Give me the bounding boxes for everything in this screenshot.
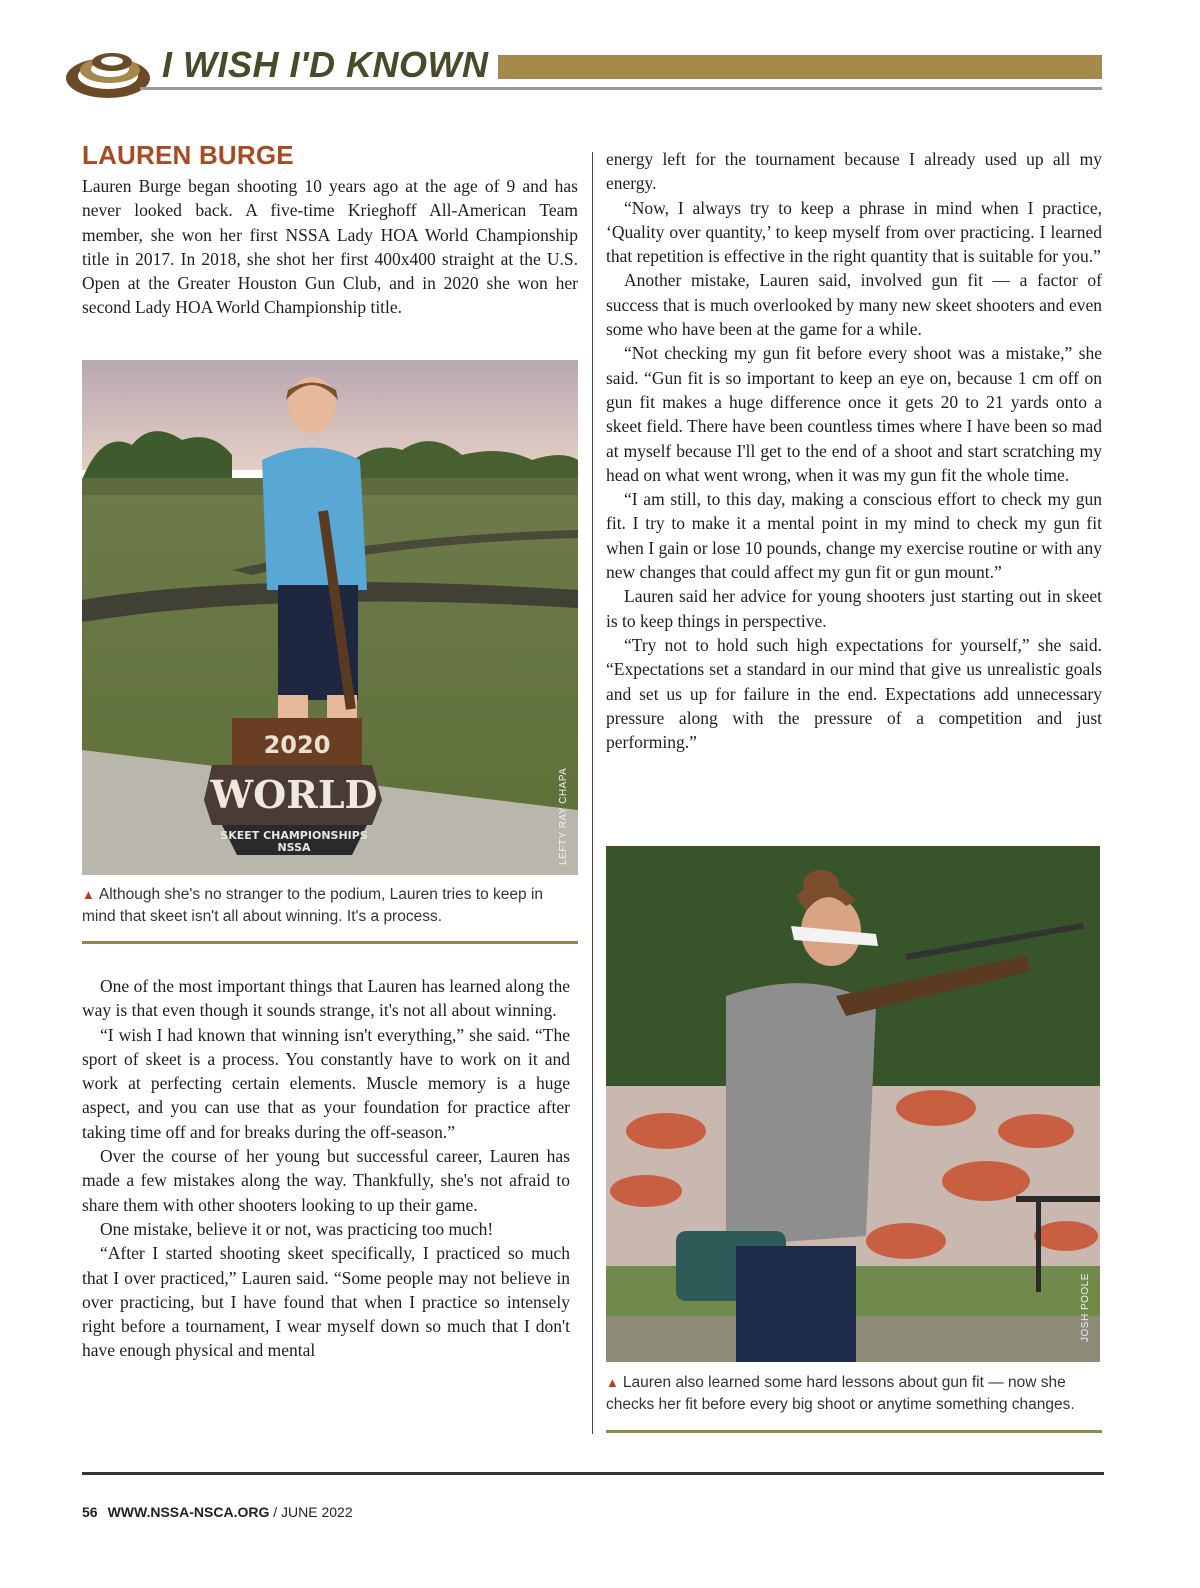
section-header xyxy=(0,0,1200,110)
body-paragraph: “I wish I had known that winning isn't everything,” she said. “The sport of skeet is a process. You constantly have to work on it and work at perfecting certain elements. Muscle memory is a huge aspect, and you can use that as your foundation for practice after taking time off and for breaks during the off-season.” xyxy=(82,1024,570,1142)
section-title: I WISH I'D KNOWN xyxy=(162,44,489,85)
body-paragraph: One of the most important things that Lauren has learned along the way is that even though it sounds strange, it's not all about winning. xyxy=(82,976,570,1021)
photo-podium xyxy=(82,360,578,875)
header-rule xyxy=(140,87,1102,90)
shooting-photo-illustration xyxy=(606,846,1100,1362)
column-divider xyxy=(592,152,593,1434)
body-paragraph: “Not checking my gun fit before every shoot was a mistake,” she said. “Gun fit is so important to keep an eye on, because 1 cm off on gun fit makes a huge difference once it gets 20 to 21 yards onto a skeet field. There have been countless times where I have been so mad at myself because I'll get to the end of a shoot and start scratching my head on what went wrong, when it was my gun fit the whole time. xyxy=(606,343,1102,485)
photo-caption: ▲ Although she's no stranger to the podium, Lauren tries to keep in mind that skeet isn't all about winning. It's a process. xyxy=(82,886,544,925)
caption-triangle-icon: ▲ xyxy=(606,1375,619,1390)
photo-caption: ▲ Lauren also learned some hard lessons about gun fit — now she checks her fit before every big shoot or anytime something changes. xyxy=(606,1374,1075,1413)
athlete-name: LAUREN BURGE xyxy=(82,140,294,170)
sign-year: 2020 xyxy=(263,731,331,759)
issue-date: / JUNE 2022 xyxy=(273,1504,353,1520)
photo-credit: JOSH POOLE xyxy=(1080,1273,1091,1342)
header-accent-bar xyxy=(498,55,1102,79)
site-url: WWW.NSSA-NSCA.ORG xyxy=(107,1504,270,1520)
intro-paragraph: Lauren Burge began shooting 10 years ago at the age of 9 and has never looked back. A five-time Krieghoff All-American Team member, she won her first NSSA Lady HOA World Championship title in 2017. In 2018, she shot her first 400x400 straight at the U.S. Open at the Greater Houston Gun Club, and in 2020 she won her second Lady HOA World Championship title. xyxy=(82,176,578,318)
clay-target-logo-icon xyxy=(64,40,156,102)
page-number: 56 xyxy=(82,1504,98,1520)
body-paragraph: Another mistake, Lauren said, involved gun fit — a factor of success that is much overlooked by many new skeet shooters and even some who have been at the game for a while. xyxy=(606,270,1102,340)
podium-photo-illustration xyxy=(82,360,578,875)
body-paragraph: Over the course of her young but successful career, Lauren has made a few mistakes along the way. Thankfully, she's not afraid to share them with other shooters looking to up their game. xyxy=(82,1146,570,1215)
body-paragraph: “Try not to hold such high expectations for yourself,” she said. “Expectations set a standard in our mind that give us unrealistic goals and set us up for failure in the end. Expectations add unnecessary pressure along with the pressure of a competition and just performing.” xyxy=(606,634,1102,753)
photo-shooting xyxy=(606,846,1100,1362)
body-paragraph: “Now, I always try to keep a phrase in mind when I practice, ‘Quality over quantity,’ to keep myself from over practicing. I learned that repetition is effective in the right quantity that is suitable for you.” xyxy=(606,197,1102,267)
sign-subtitle: SKEET CHAMPIONSHIPS xyxy=(220,829,368,842)
sign-word: WORLD xyxy=(210,772,378,817)
body-paragraph: “I am still, to this day, making a conscious effort to check my gun fit. I try to make it a mental point in my mind to check my gun fit when I gain or lose 10 pounds, change my exercise routine or with any new changes that could affect my gun fit or gun mount.” xyxy=(606,489,1102,583)
photo-credit: LEFTY RAY CHAPA xyxy=(558,767,569,865)
body-paragraph: One mistake, believe it or not, was practicing too much! xyxy=(100,1218,494,1239)
caption-rule xyxy=(606,1430,1102,1433)
right-column-body xyxy=(606,147,1102,754)
footer-rule xyxy=(82,1472,1104,1475)
caption-triangle-icon: ▲ xyxy=(82,887,95,902)
body-paragraph: “After I started shooting skeet specifically, I practiced so much that I over practiced,” Lauren said. “Some people may not believe in over practicing, but I have found that when I practice so intensely right before a tournament, I wear myself down so much that I don't have enough physical and mental xyxy=(82,1243,570,1361)
body-paragraph: energy left for the tournament because I already used up all my energy. xyxy=(606,149,1102,194)
left-column-intro xyxy=(82,140,578,320)
left-column-body xyxy=(82,974,570,1363)
page-footer xyxy=(82,1504,353,1520)
sign-org: NSSA xyxy=(277,841,311,854)
body-paragraph: Lauren said her advice for young shooters just starting out in skeet is to keep things in perspective. xyxy=(606,586,1102,631)
caption-rule xyxy=(82,941,578,944)
